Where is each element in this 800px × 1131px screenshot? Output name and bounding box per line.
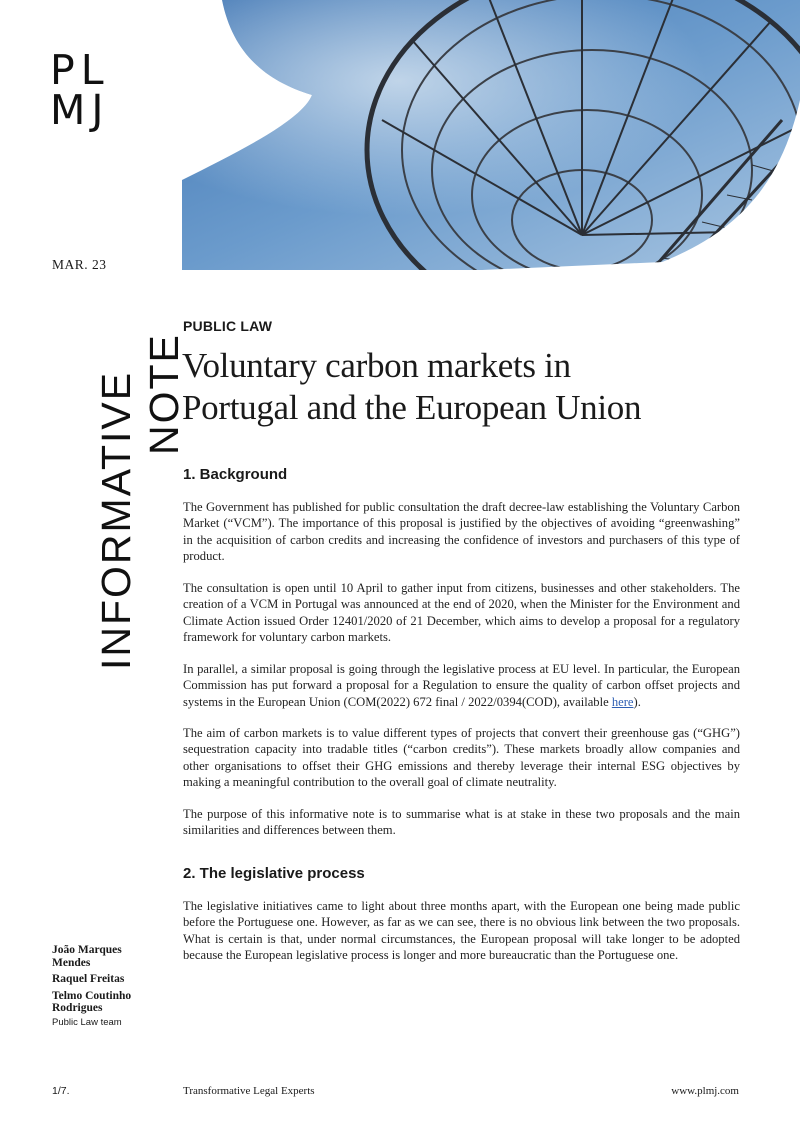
footer-tagline: Transformative Legal Experts [183,1085,315,1097]
team-label: Public Law team [52,1017,122,1028]
author-name: Raquel Freitas [52,973,125,985]
link-suffix: ). [633,694,641,709]
author-name: João Marques Mendes [52,944,122,969]
footer-url[interactable]: www.plmj.com [671,1085,739,1097]
page-number: 1/7. [52,1085,70,1097]
category-label: PUBLIC LAW [183,318,273,334]
logo-line-2: MJ [50,86,110,134]
radio-telescope-illustration [182,0,800,270]
title-line-2: Portugal and the European Union [182,388,642,427]
publication-date: MAR. 23 [52,257,107,272]
author-name: Telmo Coutinho Rodrigues [52,989,132,1014]
side-title-line-2: NOTE [141,333,187,455]
paragraph: The legislative initiatives came to light about three months apart, with the European one being made public before the Portuguese one. However, as far as we can see, there is no obvious link between the two proposals. What is certain is that, under normal circumstances, the European proposal will take longer to be adopted because the European legislative process is longer and more bureaucratic than the Portuguese one. [183,899,740,963]
paragraph: The purpose of this informative note is to summarise what is at stake in these two proposals and the main similarities and differences between them. [183,807,740,838]
logo-line-1: PL [50,46,110,94]
side-title-line-1: INFORMATIVE [93,370,139,670]
side-title [48,320,187,670]
here-link[interactable]: here [611,694,634,709]
plmj-logo [50,46,132,134]
paragraph: The consultation is open until 10 April to gather input from citizens, businesses and other stakeholders. The creation of a VCM in Portugal was announced at the end of 2020, when the Minister for the Environment and Climate Action issued Order 12401/2020 of 21 December, which aims to develop a proposal for a regulatory framework for voluntary carbon markets. [183,581,740,645]
hero-image [182,0,800,270]
paragraph-with-link [183,661,740,710]
document-title [182,345,762,429]
section-heading-background: 1. Background [183,466,288,483]
paragraph: The aim of carbon markets is to value different types of projects that convert their greenhouse gas (“GHG”) sequestration capacity into tradable titles (“carbon credits”). These markets broadly allow companies and other organisations to offset their GHG emissions and thereby leverage their internal ESG objectives by making a meaningful contribution to the overall goal of climate neutrality. [183,726,740,790]
author-list [52,944,152,1019]
paragraph-text: In parallel, a similar proposal is going through the legislative process at EU level. In particular, the European Commission has put forward a proposal for a Regulation to ensure the quality of carbon offset projects and systems in the European Union (COM(2022) 672 final / 2022/0394(COD), available [183,662,740,709]
title-line-1: Voluntary carbon markets in [182,346,571,385]
section-heading-legislative-process: 2. The legislative process [183,865,365,882]
paragraph: The Government has published for public consultation the draft decree-law establishing the Voluntary Carbon Market (“VCM”). The importance of this proposal is justified by the objectives of avoiding “greenwashing” in the acquisition of carbon credits and increasing the confidence of investors and purchasers of this type of product. [183,500,740,564]
